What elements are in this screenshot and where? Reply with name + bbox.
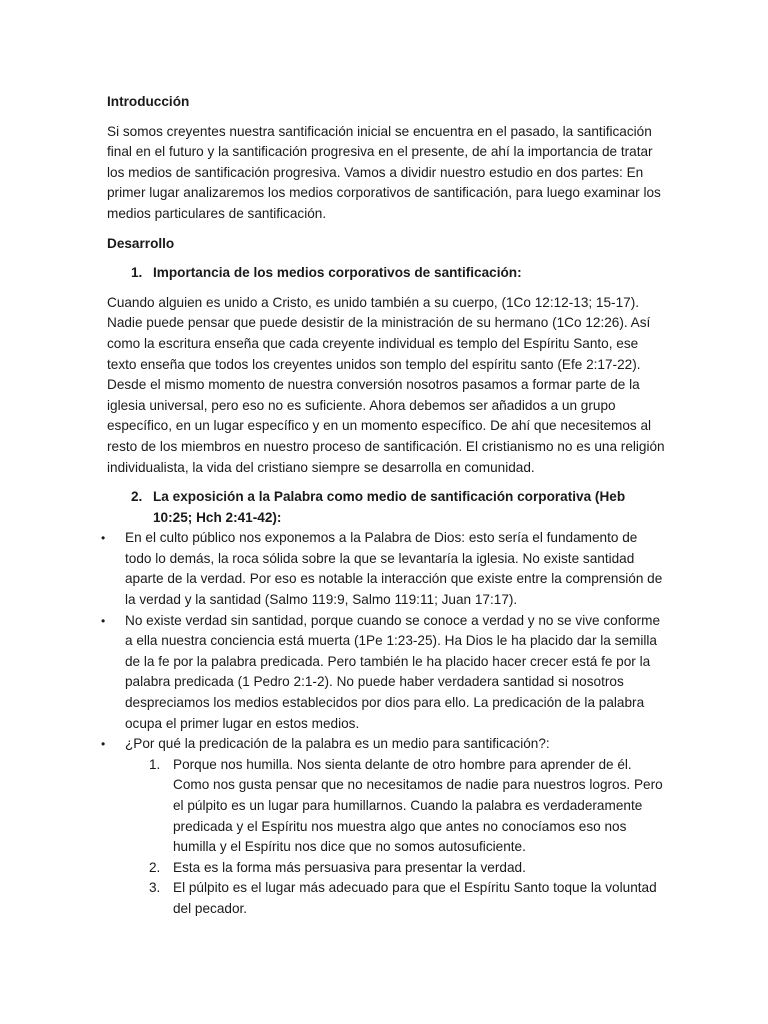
reason-text: El púlpito es el lugar más adecuado para que el Espíritu Santo toque la voluntad del pecador.	[173, 880, 657, 916]
intro-paragraph: Si somos creyentes nuestra santificación inicial se encuentra en el pasado, la santificación final en el futuro y la santificación progresiva en el presente, de ahí la importancia de tratar los medios de santificación progresiva. Vamos a dividir nuestro estudio en dos partes: En primer lugar analizaremos los medios corporativos de santificación, para luego examinar los medios particulares de santificación.	[107, 123, 661, 221]
section-1-title: Importancia de los medios corporativos de santificación:	[153, 265, 522, 281]
reason-number: 3.	[149, 880, 161, 896]
bullet-text: ¿Por qué la predicación de la palabra es un medio para santificación?:	[125, 736, 550, 752]
document-page	[101, 92, 667, 920]
bullet-marker: •	[101, 531, 106, 546]
section-2-title: La exposición a la Palabra como medio de santificación corporativa (Heb 10:25; Hch 2:41-42):	[153, 489, 626, 525]
section-2-number: 2.	[131, 489, 143, 505]
list-item	[107, 755, 667, 858]
section-2-bullet-list	[101, 528, 667, 755]
reason-number: 2.	[149, 859, 161, 875]
reason-text: Esta es la forma más persuasiva para presentar la verdad.	[173, 859, 526, 875]
bullet-text: En el culto público nos exponemos a la Palabra de Dios: esto sería el fundamento de todo lo demás, la roca sólida sobre la que se levantaría la iglesia. No existe santidad aparte de la verdad. Por eso es notable la interacción que existe entre la comprensión de la verdad y la santidad (Salmo 119:9, Salmo 119:11; Juan 17:17).	[125, 530, 663, 608]
reasons-list	[107, 755, 667, 920]
desarrollo-heading: Desarrollo	[107, 235, 175, 251]
section-1-paragraph: Cuando alguien es unido a Cristo, es unido también a su cuerpo, (1Co 12:12-13; 15-17). Nadie puede pensar que puede desistir de la ministración de su hermano (1Co 12:26). Así como la escritura enseña que cada creyente individual es templo del Espíritu Santo, ese texto enseña que todos los creyentes unidos son templo del espíritu santo (Efe 2:17-22). Desde el mismo momento de nuestra conversión nosotros pasamos a formar parte de la iglesia universal, pero eso no es suficiente. Ahora debemos ser añadidos a un grupo específico, en un lugar específico y en un momento específico. De ahí que necesitemos al resto de los miembros en nuestro proceso de santificación. El cristianismo no es una religión individualista, la vida del cristiano siempre se desarrolla en comunidad.	[107, 294, 665, 475]
bullet-text: No existe verdad sin santidad, porque cuando se conoce a verdad y no se vive conforme a ella nuestra conciencia está muerta (1Pe 1:23-25). Ha Dios le ha placido dar la semilla de la fe por la palabra predicada. Pero también le ha placido hacer crecer está fe por la palabra predicada (1 Pedro 2:1-2). No puede haber verdadera santidad si nosotros despreciamos los medios establecidos por dios para ello. La predicación de la palabra ocupa el primer lugar en estos medios.	[125, 612, 661, 731]
list-item	[101, 528, 667, 610]
bullet-marker: •	[101, 613, 106, 628]
reason-text: Porque nos humilla. Nos sienta delante de otro hombre para aprender de él. Como nos gusta pensar que no necesitamos de nadie para nuestros logros. Pero el púlpito es un lugar para humillarnos. Cuando la palabra es verdaderamente predicada y el Espíritu nos muestra algo que antes no conocíamos eso nos humilla y el Espíritu nos dice que no somos autosuficiente.	[173, 756, 663, 855]
section-1-heading	[107, 263, 667, 284]
reason-number: 1.	[149, 756, 161, 772]
intro-heading: Introducción	[107, 94, 190, 109]
list-item	[101, 611, 667, 735]
bullet-marker: •	[101, 737, 106, 752]
list-item	[107, 878, 667, 919]
section-1-number: 1.	[131, 265, 143, 281]
section-2-heading	[107, 487, 667, 528]
list-item	[101, 734, 667, 755]
list-item	[107, 858, 667, 879]
